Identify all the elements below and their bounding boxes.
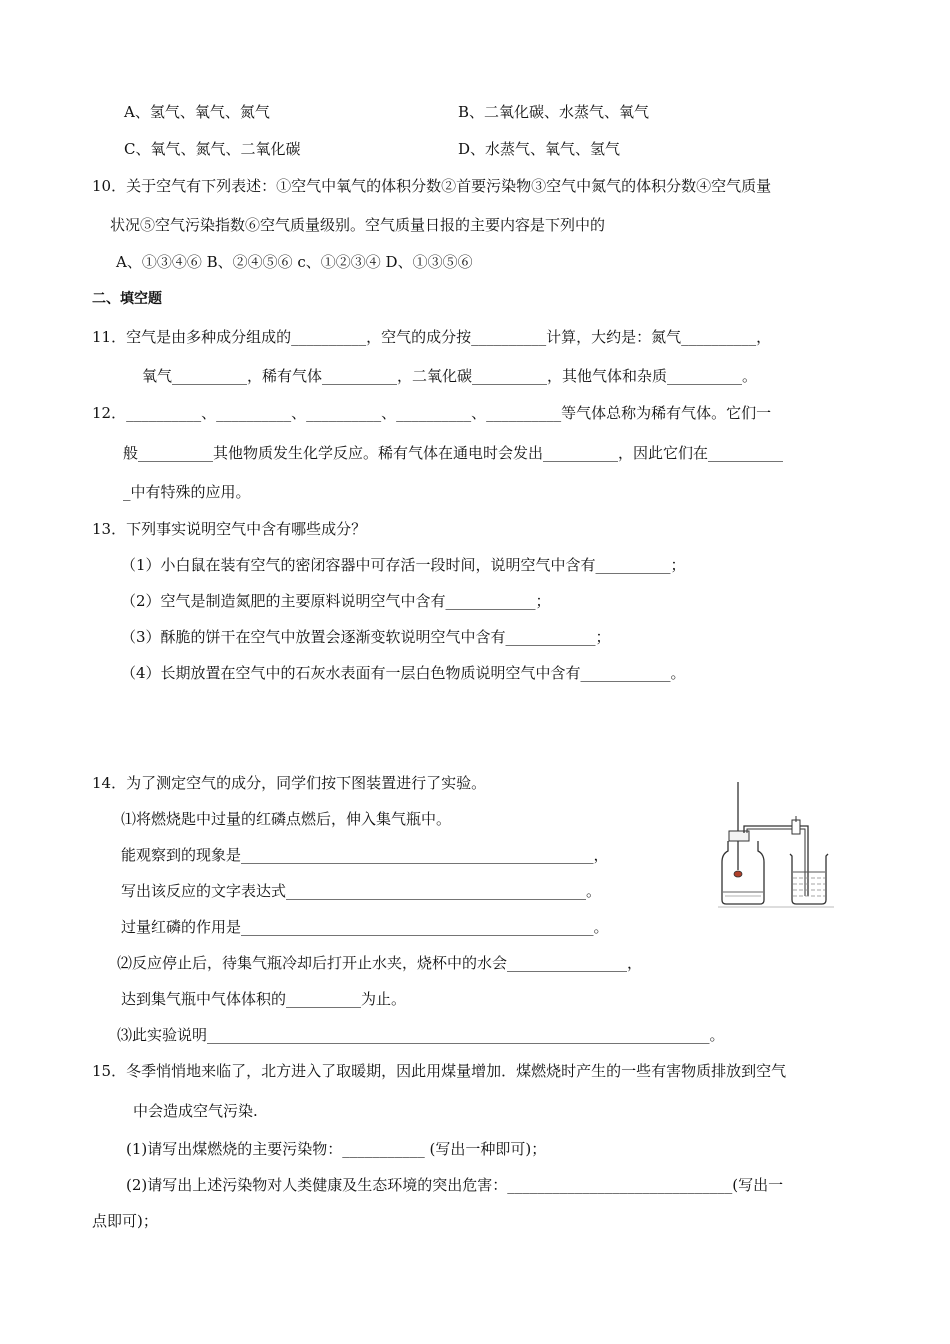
q9-option-d: D、水蒸气、氧气、氢气 <box>458 140 621 158</box>
q15-sub2: (2)请写出上述污染物对人类健康及生态环境的突出危害：______________________________(写出一 <box>126 1176 784 1194</box>
q9-option-a: A、氢气、氧气、氮气 <box>124 103 270 121</box>
q14-part2-b: 达到集气瓶中气体体积的__________为止。 <box>121 990 407 1008</box>
q14-part1-phenomenon: 能观察到的现象是_______________________________________________， <box>121 846 609 864</box>
q9-option-b: B、二氧化碳、水蒸气、氧气 <box>458 103 650 121</box>
q14-part2-a: ⑵反应停止后，待集气瓶冷却后打开止水夹，烧杯中的水会________________， <box>117 954 643 972</box>
q14-stem: 14．为了测定空气的成分，同学们按下图装置进行了实验。 <box>92 774 487 792</box>
q15-line2: 中会造成空气污染. <box>133 1102 258 1120</box>
q11-line2: 氧气__________，稀有气体__________，二氧化碳__________，其他气体和杂质__________。 <box>142 367 758 385</box>
q15-sub1: (1)请写出煤燃烧的主要污染物：___________ (写出一种即可)； <box>126 1140 547 1158</box>
q12-line3: _中有特殊的应用。 <box>123 483 251 501</box>
q10-options: A、①③④⑥ B、②④⑤⑥ c、①②③④ D、①③⑤⑥ <box>116 253 473 271</box>
q10-stem-line1: 10．关于空气有下列表述：①空气中氧气的体积分数②首要污染物③空气中氮气的体积分数④空气质量 <box>92 177 772 195</box>
q15-line1: 15．冬季悄悄地来临了，北方进入了取暖期，因此用煤量增加．煤燃烧时产生的一些有害物质排放到空气 <box>92 1062 787 1080</box>
q13-item-2: （2）空气是制造氮肥的主要原料说明空气中含有____________； <box>121 592 551 610</box>
q13-item-4: （4）长期放置在空气中的石灰水表面有一层白色物质说明空气中含有____________。 <box>121 664 686 682</box>
q14-part1-equation: 写出该反应的文字表达式________________________________________。 <box>121 882 602 900</box>
q13-stem: 13．下列事实说明空气中含有哪些成分？ <box>92 520 367 538</box>
q11-line1: 11．空气是由多种成分组成的__________，空气的成分按__________计算，大约是：氮气__________， <box>92 328 772 346</box>
q13-item-3: （3）酥脆的饼干在空气中放置会逐渐变软说明空气中含有____________； <box>121 628 611 646</box>
q13-item-1: （1）小白鼠在装有空气的密闭容器中可存活一段时间，说明空气中含有__________； <box>121 556 686 574</box>
apparatus-diagram-image <box>716 776 836 910</box>
q14-part1: ⑴将燃烧匙中过量的红磷点燃后，伸入集气瓶中。 <box>121 810 452 828</box>
q12-line1: 12．__________、__________、__________、__________、__________等气体总称为稀有气体。它们一 <box>92 404 772 422</box>
section-title: 二、填空题 <box>92 291 162 307</box>
q9-option-c: C、氧气、氮气、二氧化碳 <box>124 140 301 158</box>
q12-line2: 般__________其他物质发生化学反应。稀有气体在通电时会发出__________，因此它们在__________ <box>123 444 784 462</box>
q14-part3: ⑶此实验说明___________________________________________________________________。 <box>117 1026 725 1044</box>
q15-sub2-continued: 点即可)； <box>92 1212 158 1230</box>
q14-part1-purpose: 过量红磷的作用是_______________________________________________。 <box>121 918 609 936</box>
q10-stem-line2: 状况⑤空气污染指数⑥空气质量级别。空气质量日报的主要内容是下列中的 <box>110 216 606 234</box>
